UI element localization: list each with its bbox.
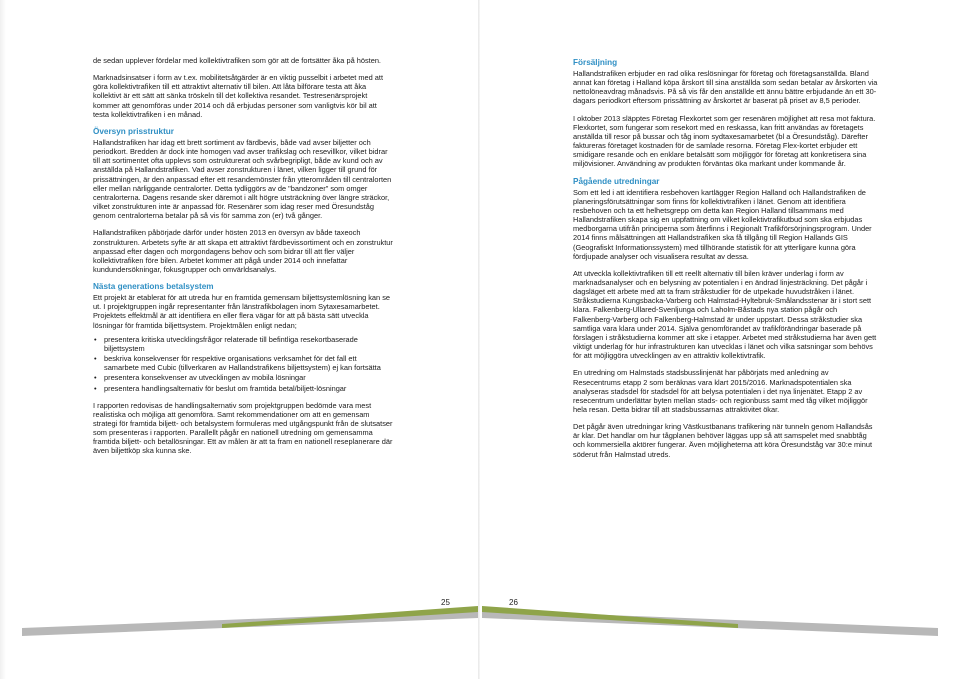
section-heading: Försäljning bbox=[573, 58, 618, 67]
paragraph: Det pågår även utredningar kring Västkustbanans trafikering när tunneln genom Hallandsås är klar. Det handlar om hur tågplanen behöver läggas upp så att samspelet med snabbtåg och kommersiella aktörer fungerar. Även möjligheterna att köra Öresundståg var 30:e minut söderut från Halmstad utreds. bbox=[573, 422, 873, 459]
list-item: • beskriva konsekvenser för respektive organisations verksamhet för det fall ett samarbete med Cubic (tillverkaren av Hallandstrafikens biljettsystem) ej kan fortsätta bbox=[93, 354, 393, 372]
right-column bbox=[573, 56, 878, 467]
paragraph: Hallandstrafiken erbjuder en rad olika reslösningar för företag och företagsanställda. Bland annat kan företag i Halland köpa årskort till sina anställda som sedan betalar av årskorten via nettolöneavdrag månadsvis. På så vis får den anställde ett ännu bättre erbjudande än ett 30-dagars periodkort eftersom prissättning av årskortet är baserat på priset av 8,5 perioder. bbox=[573, 69, 878, 106]
page-edge-shade bbox=[0, 0, 6, 679]
list-item: • presentera handlingsalternativ för beslut om framtida betal/biljett-lösningar bbox=[93, 384, 393, 393]
section-heading: Pågående utredningar bbox=[573, 176, 660, 186]
left-column bbox=[93, 56, 393, 464]
footer-swoosh bbox=[482, 606, 938, 636]
list-item: • presentera kritiska utvecklingsfrågor relaterade till befintliga resekortbaserade biljettsystem bbox=[93, 335, 393, 353]
section-heading: Översyn prisstruktur bbox=[93, 126, 174, 136]
paragraph: Som ett led i att identifiera resbehoven kartlägger Region Halland och Hallandstrafiken de planeringsförutsättningar som finns för kollektivtrafiken i länet. Genom att identifiera resbehoven och ta ett helhetsgrepp om detta kan Region Halland tillsammans med Hallandstrafiken skapa sig en uppfattning om vilket kollektivtrafikutbud som ska erbjudas medborgarna utifrån principerna som återfinns i Regionalt Trafikförsörjningsprogram. Under 2014 finns målsättningen att Hallandstrafiken ska få tillgång till Region Hallands GIS (Geografiskt Informationssystem) med tillhörande statistik för att ytterligare kunna göra fördjupade analyser och visualisera resultat av dessa. bbox=[573, 187, 872, 261]
section-heading: Nästa generations betalsystem bbox=[93, 282, 214, 292]
page-number: 26 bbox=[509, 598, 518, 607]
paragraph: de sedan upplever fördelar med kollektivtrafiken som gör att de fortsätter åka på hösten. bbox=[93, 56, 381, 65]
paragraph: Hallandstrafiken påbörjade därför under hösten 2013 en översyn av både taxeoch zonstrukturen. Arbetets syfte är att skapa ett attraktivt färdbevissortiment och en zonstruktur anpassad efter dagen och morgondagens behov och som bidrar till att fler väljer kollektivtrafiken före bilen. Arbetet kommer att pågå under 2014 och innefattar kundundersökningar, fokusgrupper och omvärldsanalys. bbox=[93, 228, 393, 274]
paragraph: Marknadsinsatser i form av t.ex. mobilitetsåtgärder är en viktig pusselbit i arbetet med att göra kollektivtrafiken till ett attraktivt alternativ till bilen. Att låta bilförare testa att åka kollektivt är ett sätt att sänka tröskeln till det kollektiva resandet. Testresenärsprojekt kommer att genomföras under 2014 och då erbjudas personer som vanligtvis kör bil att testa kollektivtrafiken i en månad. bbox=[93, 73, 384, 119]
bullet-list bbox=[93, 335, 393, 393]
paragraph: I oktober 2013 släpptes Företag Flexkortet som ger resenären möjlighet att resa mot faktura. Flexkortet, som fungerar som resekort med en reskassa, kan fritt användas av företagets anställda till resor på bussar och tåg inom sydtaxesamarbetet (bl a Öresundståg). Därefter faktureras företaget kostnaden för de samlade resorna. Företag Flex-kortet erbjuder ett smidigare resande och en enklare betalsätt som möjliggör för företag att konkretisera sina miljövisioner. Användning av produkten förväntas öka markant under kommande år. bbox=[573, 113, 876, 169]
paragraph: Hallandstrafiken har idag ett brett sortiment av färdbevis, både vad avser biljetter och periodkort. Bredden är dock inte homogen vad avser trafikslag och resevillkor, vilket bidrar till att sortimentet ofta upplevs som ostrukturerat och svårbegripligt, både av kund och av anställda på Hallandstrafiken. Vad avser zonstrukturen i länet, vilken ligger till grund för prissättningen, är den anpassad efter ett resandemönster från ytterområden till centralorten eller mellan närliggande centralorter. Detta tydliggörs av de "bandzoner" som omger centralorterna. Dagens resande sker däremot i allt högre utsträckning över längre sträckor, vilket zonstrukturen inte är anpassad för. Resenärer som idag reser med Öresundståg genom centralorterna betalar på så vis för samma zon (er) två gånger. bbox=[93, 137, 392, 221]
right-page bbox=[480, 0, 960, 679]
paragraph: En utredning om Halmstads stadsbusslinjenät har påbörjats med anledning av Resecentrums etapp 2 som beräknas vara klart 2015/2016. Marknadspotentialen ska analyseras stadsdel för stadsdel för att belysa potentialen i det nya linjenätet. Etapp 2 av resecentrum underlättar byten mellan stads- och regionbuss samt med tåg vilket möjliggör hela resan. Detta bidrar till att stadsbussarnas attraktivitet ökar. bbox=[573, 368, 868, 414]
paragraph: I rapporten redovisas de handlingsalternativ som projektgruppen bedömde vara mest realistiska och möjliga att genomföra. Samt rekommendationer om att en gemensam strategi för framtida biljett- och betalsystem formuleras med utgångspunkt från de slutsatser som presenteras i rapporten. Parallellt pågår en nationell utredning om gemensamma framtida biljett- och betallösningar. Ett av målen är att ta fram en nationell reseplanerare där även biljettköp ska kunna ske. bbox=[93, 400, 393, 456]
footer-swoosh bbox=[22, 606, 478, 636]
paragraph: Ett projekt är etablerat för att utreda hur en framtida gemensam biljettsystemlösning kan se ut. I projektgruppen ingår representanter från länstrafikbolagen inom Sytaxesamarbetet. Projektets effektmål är att identifiera en eller flera vägar för att på bästa sätt utveckla lösningar för framtida biljettsystem. Projektmålen enligt nedan; bbox=[93, 293, 391, 330]
list-item: • presentera konsekvenser av utvecklingen av mobila lösningar bbox=[93, 373, 393, 382]
page-number: 25 bbox=[441, 598, 450, 607]
paragraph: Att utveckla kollektivtrafiken till ett reellt alternativ till bilen kräver underlag i form av marknadsanalyser och en belysning av potentialen i en ändrad linjesträckning. Det pågår i dagsläget ett arbete med att ta fram stråkstudier för de utpekade huvudstråken i länet. Stråkstudierna Kungsbacka-Varberg och Halmstad-Hyltebruk-Smålandsstenar är i stort sett klara. Falkenberg-Ullared-Svenljunga och Laholm-Båstads nya station pågår och Falkenberg-Varberg och Falkenberg-Halmstad är under uppstart. Dessa stråkstudier ska samtliga vara klara under 2014. Själva genomförandet av trafikförändringar baserade på förslagen i stråkstudierna kommer att ske i etapper. Arbetet med stråkstudierna har även gett viktigt underlag för hur infrastrukturen kan utvecklas i länet och vilka satsningar som behövs för att möjliggöra utvecklingen av en attraktiv kollektivtrafik. bbox=[573, 268, 877, 361]
